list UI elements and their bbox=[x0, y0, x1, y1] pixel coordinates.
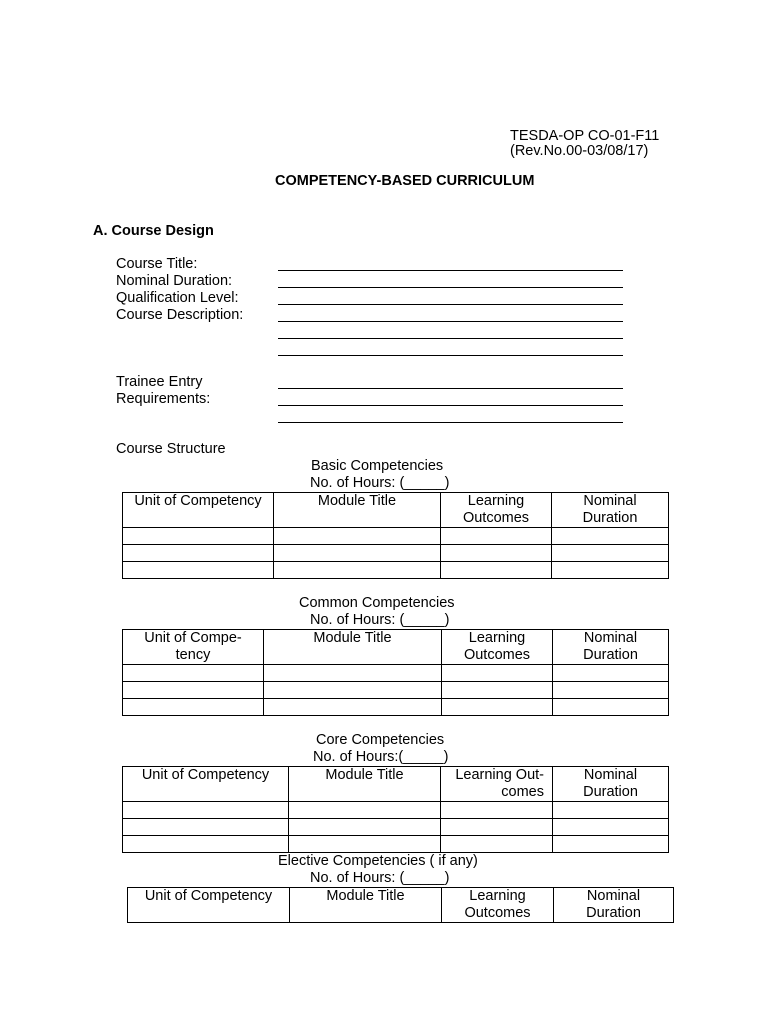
table-cell[interactable] bbox=[553, 819, 669, 836]
course-description-line-1[interactable] bbox=[278, 321, 623, 322]
table-cell[interactable] bbox=[553, 699, 669, 716]
course-structure-label: Course Structure bbox=[116, 441, 226, 457]
table-cell[interactable] bbox=[442, 682, 553, 699]
table-cell[interactable] bbox=[123, 545, 274, 562]
core-competencies-title: Core Competencies bbox=[316, 732, 445, 748]
table-cell[interactable] bbox=[289, 802, 441, 819]
table-header-row bbox=[123, 767, 669, 802]
course-description-label: Course Description: bbox=[116, 307, 244, 323]
trainee-entry-line-1[interactable] bbox=[278, 388, 623, 389]
table-cell[interactable] bbox=[553, 836, 669, 853]
table-cell[interactable] bbox=[441, 562, 552, 579]
table-cell[interactable] bbox=[123, 682, 264, 699]
course-description-line-2[interactable] bbox=[278, 338, 623, 339]
table-row bbox=[123, 562, 669, 579]
basic-hours: No. of Hours: (_____) bbox=[310, 475, 450, 491]
module-title-header: Module Title bbox=[274, 493, 441, 528]
core-competencies-table bbox=[122, 766, 669, 853]
table-cell[interactable] bbox=[264, 682, 442, 699]
trainee-entry-line-2[interactable] bbox=[278, 405, 623, 406]
table-cell[interactable] bbox=[289, 819, 441, 836]
qualification-level-line[interactable] bbox=[278, 304, 623, 305]
nominal-duration-header: Nominal Duration bbox=[553, 767, 669, 802]
basic-competencies-table bbox=[122, 492, 669, 579]
unit-of-competency-header: Unit of Competency bbox=[123, 767, 289, 802]
module-title-header: Module Title bbox=[290, 888, 442, 923]
table-cell[interactable] bbox=[553, 682, 669, 699]
table-cell[interactable] bbox=[553, 802, 669, 819]
table-cell[interactable] bbox=[552, 528, 669, 545]
requirements-label: Requirements: bbox=[116, 391, 211, 407]
core-hours: No. of Hours:(_____) bbox=[313, 749, 449, 765]
learning-outcomes-header: Learning Outcomes bbox=[442, 630, 553, 665]
table-cell[interactable] bbox=[274, 562, 441, 579]
elective-competencies-title: Elective Competencies ( if any) bbox=[278, 853, 478, 869]
table-row bbox=[123, 802, 669, 819]
table-cell[interactable] bbox=[442, 699, 553, 716]
table-cell[interactable] bbox=[552, 562, 669, 579]
table-cell[interactable] bbox=[123, 699, 264, 716]
table-header-row bbox=[123, 493, 669, 528]
table-cell[interactable] bbox=[123, 819, 289, 836]
table-cell[interactable] bbox=[264, 699, 442, 716]
table-cell[interactable] bbox=[553, 665, 669, 682]
basic-competencies-title: Basic Competencies bbox=[311, 458, 444, 474]
unit-of-competency-header: Unit of Competency bbox=[128, 888, 290, 923]
table-header-row bbox=[128, 888, 674, 923]
table-cell[interactable] bbox=[552, 545, 669, 562]
table-row bbox=[123, 699, 669, 716]
table-cell[interactable] bbox=[441, 528, 552, 545]
form-code: TESDA-OP CO-01-F11 bbox=[510, 128, 660, 144]
elective-hours: No. of Hours: (_____) bbox=[310, 870, 450, 886]
course-title-line[interactable] bbox=[278, 270, 623, 271]
course-description-line-3[interactable] bbox=[278, 355, 623, 356]
learning-outcomes-header: Learning Out- comes bbox=[441, 767, 553, 802]
table-cell[interactable] bbox=[441, 836, 553, 853]
table-header-row bbox=[123, 630, 669, 665]
table-cell[interactable] bbox=[123, 562, 274, 579]
course-title-label: Course Title: bbox=[116, 256, 198, 272]
table-cell[interactable] bbox=[264, 665, 442, 682]
nominal-duration-header: Nominal Duration bbox=[554, 888, 674, 923]
learning-outcomes-header: Learning Outcomes bbox=[442, 888, 554, 923]
table-cell[interactable] bbox=[441, 802, 553, 819]
common-hours: No. of Hours: (_____) bbox=[310, 612, 450, 628]
nominal-duration-header: Nominal Duration bbox=[553, 630, 669, 665]
table-row bbox=[123, 545, 669, 562]
nominal-duration-header: Nominal Duration bbox=[552, 493, 669, 528]
unit-of-competency-header: Unit of Competency bbox=[123, 493, 274, 528]
trainee-entry-line-3[interactable] bbox=[278, 422, 623, 423]
table-row bbox=[123, 819, 669, 836]
module-title-header: Module Title bbox=[289, 767, 441, 802]
table-row bbox=[123, 836, 669, 853]
nominal-duration-label: Nominal Duration: bbox=[116, 273, 233, 289]
table-cell[interactable] bbox=[289, 836, 441, 853]
table-cell[interactable] bbox=[123, 836, 289, 853]
table-cell[interactable] bbox=[123, 665, 264, 682]
table-row bbox=[123, 528, 669, 545]
trainee-entry-label: Trainee Entry bbox=[116, 374, 203, 390]
table-cell[interactable] bbox=[123, 802, 289, 819]
table-cell[interactable] bbox=[442, 665, 553, 682]
revision-number: (Rev.No.00-03/08/17) bbox=[510, 143, 649, 159]
section-a-heading: A. Course Design bbox=[93, 223, 214, 239]
table-row bbox=[123, 682, 669, 699]
common-competencies-table bbox=[122, 629, 669, 716]
common-competencies-title: Common Competencies bbox=[299, 595, 455, 611]
table-cell[interactable] bbox=[441, 819, 553, 836]
table-cell[interactable] bbox=[274, 528, 441, 545]
table-row bbox=[123, 665, 669, 682]
nominal-duration-line[interactable] bbox=[278, 287, 623, 288]
table-cell[interactable] bbox=[274, 545, 441, 562]
learning-outcomes-header: Learning Outcomes bbox=[441, 493, 552, 528]
unit-of-competency-header: Unit of Compe- tency bbox=[123, 630, 264, 665]
module-title-header: Module Title bbox=[264, 630, 442, 665]
page-title: COMPETENCY-BASED CURRICULUM bbox=[275, 173, 535, 189]
elective-competencies-table bbox=[127, 887, 674, 923]
qualification-level-label: Qualification Level: bbox=[116, 290, 239, 306]
table-cell[interactable] bbox=[441, 545, 552, 562]
table-cell[interactable] bbox=[123, 528, 274, 545]
